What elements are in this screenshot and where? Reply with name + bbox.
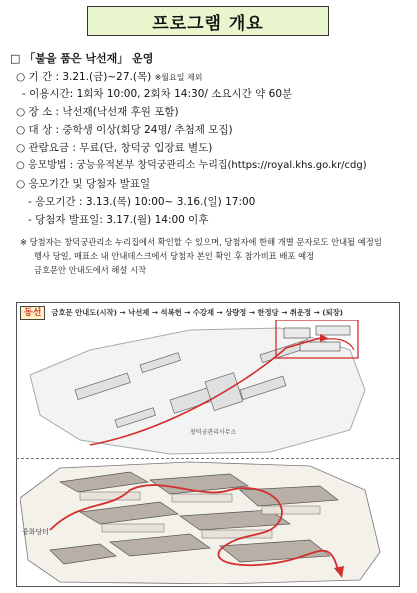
period-label: ○ 기 간 : 3.21.(금)~27.(목) — [16, 71, 152, 83]
bottom-site-illustration — [20, 460, 396, 584]
top-site-map — [20, 320, 396, 456]
route-row — [20, 306, 343, 320]
target-row: ○ 대 상 : 중학생 이상(회당 24명/ 추첨제 모집) — [16, 124, 233, 136]
route-text: 금호문 안내도(시작) → 낙선재 → 석복헌 → 수강재 → 상량정 → 한정당 → 취운정 → (퇴장) — [51, 308, 343, 317]
apply-method-row: ○ 응모방법 : 궁능유적본부 창덕궁관리소 누리집(https://royal.khs.go.kr/cdg) — [16, 160, 367, 171]
left-area-label: 중화당터 — [22, 528, 50, 536]
page-title: 프로그램 개요 — [87, 6, 329, 36]
map-divider — [16, 458, 399, 459]
program-heading: □ 「불을 품은 낙선재」 운영 — [10, 52, 154, 65]
top-map-caption: 창덕궁관리사무소 — [190, 429, 237, 436]
notice-line-2: 행사 당일, 매표소 내 안내데스크에서 당첨자 본인 확인 후 참가비표 배포 예정 — [34, 251, 315, 261]
apply-period-row: - 응모기간 : 3.13.(목) 10:00~ 3.16.(일) 17:00 — [28, 196, 256, 208]
route-badge: 동선 — [20, 306, 45, 320]
fee-row: ○ 관람요금 : 무료(단, 창덕궁 입장료 별도) — [16, 142, 213, 154]
period-row — [16, 70, 202, 85]
announce-date-row: - 당첨자 발표일: 3.17.(월) 14:00 이후 — [28, 214, 209, 226]
session-times: - 이용시간: 1회차 10:00, 2회차 14:30/ 소요시간 약 60분 — [22, 88, 293, 100]
notice-line-1: ※ 당첨자는 창덕궁관리소 누리집에서 확인할 수 있으며, 당첨자에 한해 개별 문자로도 안내될 예정임 — [20, 237, 382, 247]
period-heading-row: ○ 응모기간 및 당첨자 발표일 — [16, 178, 151, 190]
place-row: ○ 장 소 : 낙선재(낙선재 후원 포함) — [16, 106, 179, 118]
notice-line-3: 금호문안 안내도에서 해설 시작 — [34, 265, 147, 275]
period-note: ※월요일 제외 — [154, 73, 203, 82]
